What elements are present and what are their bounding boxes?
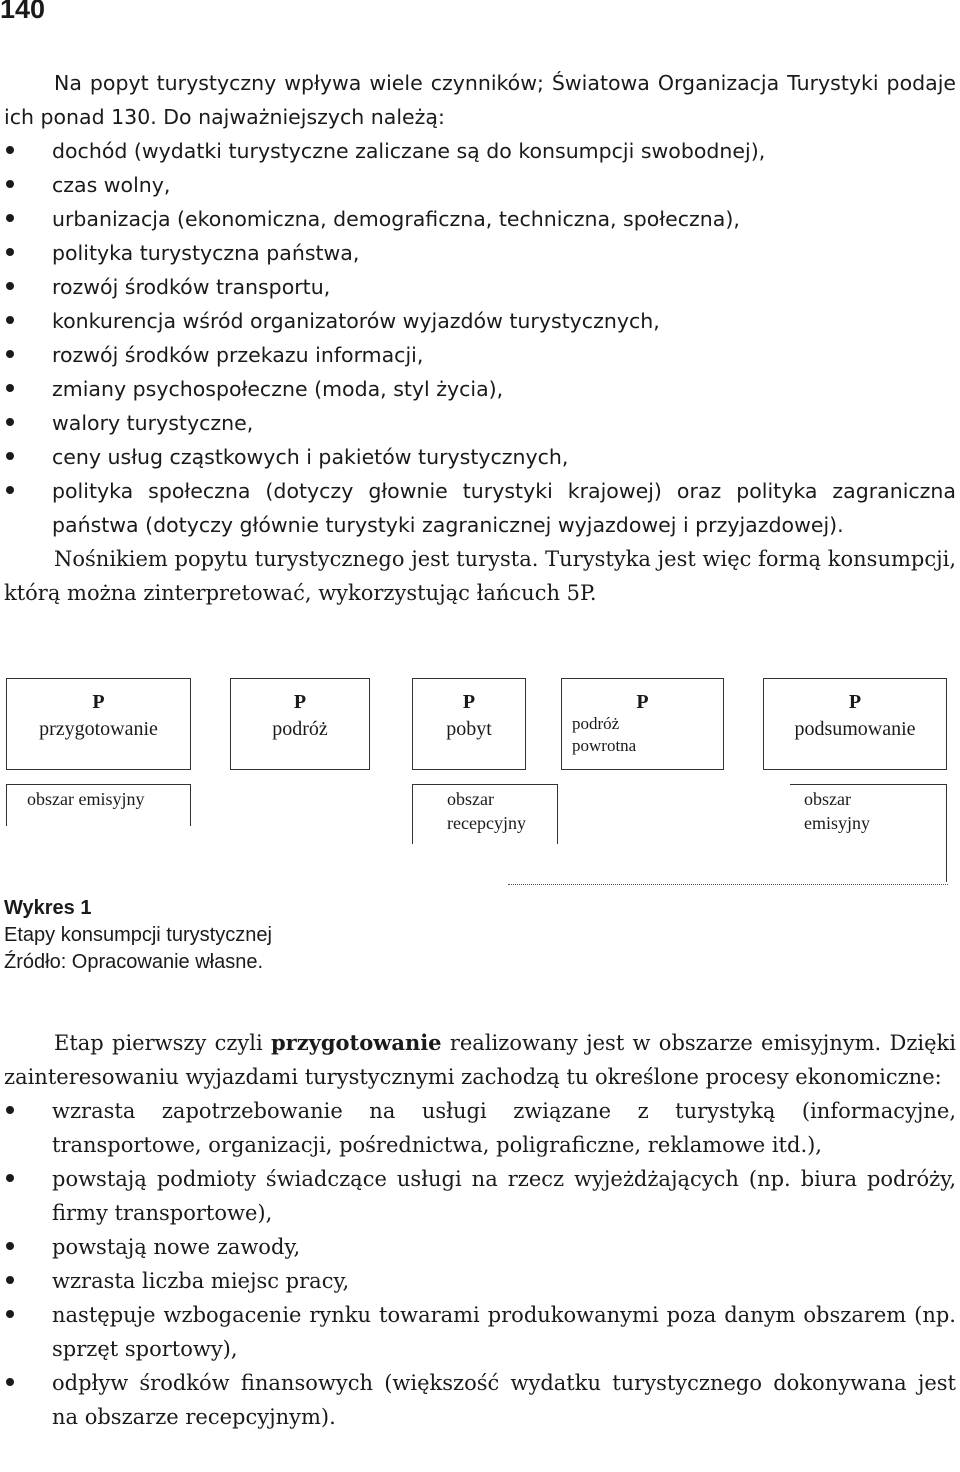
- stage-label: podsumowanie: [794, 718, 916, 740]
- list-item: wzrasta liczba miejsc pracy,: [4, 1264, 956, 1298]
- stage-label-line2: powrotna: [572, 736, 637, 755]
- figure-subtitle: Etapy konsumpcji turystycznej: [4, 924, 272, 946]
- area-label-line2: recepcyjny: [447, 813, 526, 833]
- stage-letter: P: [636, 691, 649, 713]
- stage-label: przygotowanie: [39, 718, 158, 740]
- paragraph-text-start: Etap pierwszy czyli: [54, 1031, 271, 1055]
- list-item: urbanizacja (ekonomiczna, demograficzna, techniczna, społeczna),: [4, 202, 956, 236]
- stage-letter: P: [848, 691, 862, 713]
- list-item: czas wolny,: [4, 168, 956, 202]
- second-section: [4, 1026, 956, 1434]
- figure-source: Źródło: Opracowanie własne.: [4, 951, 264, 973]
- stage-label-line1: podróż: [572, 714, 620, 733]
- list-item: odpływ środków finansowych (większość wydatku turystycznego dokonywana jest na obszarze recepcyjnym).: [4, 1366, 956, 1434]
- paragraph-bold-term: przygotowanie: [270, 1030, 442, 1055]
- stage-letter: P: [92, 691, 105, 713]
- paragraph-text-end: realizowany jest w obszarze emisyjnym. Dzięki zainteresowaniu wyjazdami turystycznymi zachodzą tu określone procesy ekonomiczne:: [4, 1031, 956, 1089]
- closing-paragraph: Nośnikiem popytu turystycznego jest turysta. Turystyka jest więc formą konsumpcji, którą można zinterpretować, wykorzystując łańcuch 5P.: [4, 547, 956, 605]
- list-item: rozwój środków przekazu informacji,: [4, 338, 956, 372]
- list-item: zmiany psychospołeczne (moda, styl życia),: [4, 372, 956, 406]
- stage-label: pobyt: [446, 718, 492, 740]
- stage-label: podróż: [272, 718, 328, 740]
- stage-letter: P: [462, 691, 476, 713]
- figure-title: Wykres 1: [4, 897, 92, 919]
- stage-letter: P: [293, 691, 307, 713]
- stage-box-stay: [412, 678, 526, 770]
- area-label-line1: obszar: [804, 789, 851, 809]
- page-number: 140: [0, 0, 46, 24]
- figure-caption: [4, 895, 272, 976]
- 5p-chain-diagram: [0, 660, 960, 890]
- list-item: polityka turystyczna państwa,: [4, 236, 956, 270]
- list-item: powstają nowe zawody,: [4, 1230, 956, 1264]
- stage-box-travel: [230, 678, 370, 770]
- area-label-line2: emisyjny: [804, 813, 870, 833]
- list-item: ceny usług cząstkowych i pakietów turystycznych,: [4, 440, 956, 474]
- area-emission-right: [790, 784, 947, 882]
- area-label-line1: obszar: [447, 789, 494, 809]
- list-item: wzrasta zapotrzebowanie na usługi związane z turystyką (informacyjne, transportowe, organizacji, pośrednictwa, poligraficzne, reklamowe itd.),: [4, 1094, 956, 1162]
- area-label: obszar emisyjny: [27, 789, 145, 809]
- intro-section: [4, 66, 956, 610]
- dotted-baseline: [508, 884, 948, 885]
- list-item: następuje wzbogacenie rynku towarami produkowanymi poza danym obszarem (np. sprzęt sportowy),: [4, 1298, 956, 1366]
- intro-paragraph: Na popyt turystyczny wpływa wiele czynników; Światowa Organizacja Turystyki podaje ich ponad 130. Do najważniejszych należą:: [4, 71, 956, 129]
- stage-box-preparation: [6, 678, 191, 770]
- stage-box-summary: [763, 678, 947, 770]
- stage-box-return-travel: [561, 678, 724, 770]
- factors-list: [4, 134, 956, 542]
- list-item: konkurencja wśród organizatorów wyjazdów turystycznych,: [4, 304, 956, 338]
- economic-processes-list: [4, 1094, 956, 1434]
- preparation-paragraph: [4, 1026, 956, 1094]
- area-emission-left: [6, 784, 191, 826]
- list-item: walory turystyczne,: [4, 406, 956, 440]
- list-item: polityka społeczna (dotyczy głownie turystyki krajowej) oraz polityka zagraniczna państwa (dotyczy głównie turystyki zagranicznej wyjazdowej i przyjazdowej).: [4, 474, 956, 542]
- list-item: dochód (wydatki turystyczne zaliczane są do konsumpcji swobodnej),: [4, 134, 956, 168]
- area-reception: [412, 784, 558, 844]
- list-item: powstają podmioty świadczące usługi na rzecz wyjeżdżających (np. biura podróży, firmy transportowe),: [4, 1162, 956, 1230]
- list-item: rozwój środków transportu,: [4, 270, 956, 304]
